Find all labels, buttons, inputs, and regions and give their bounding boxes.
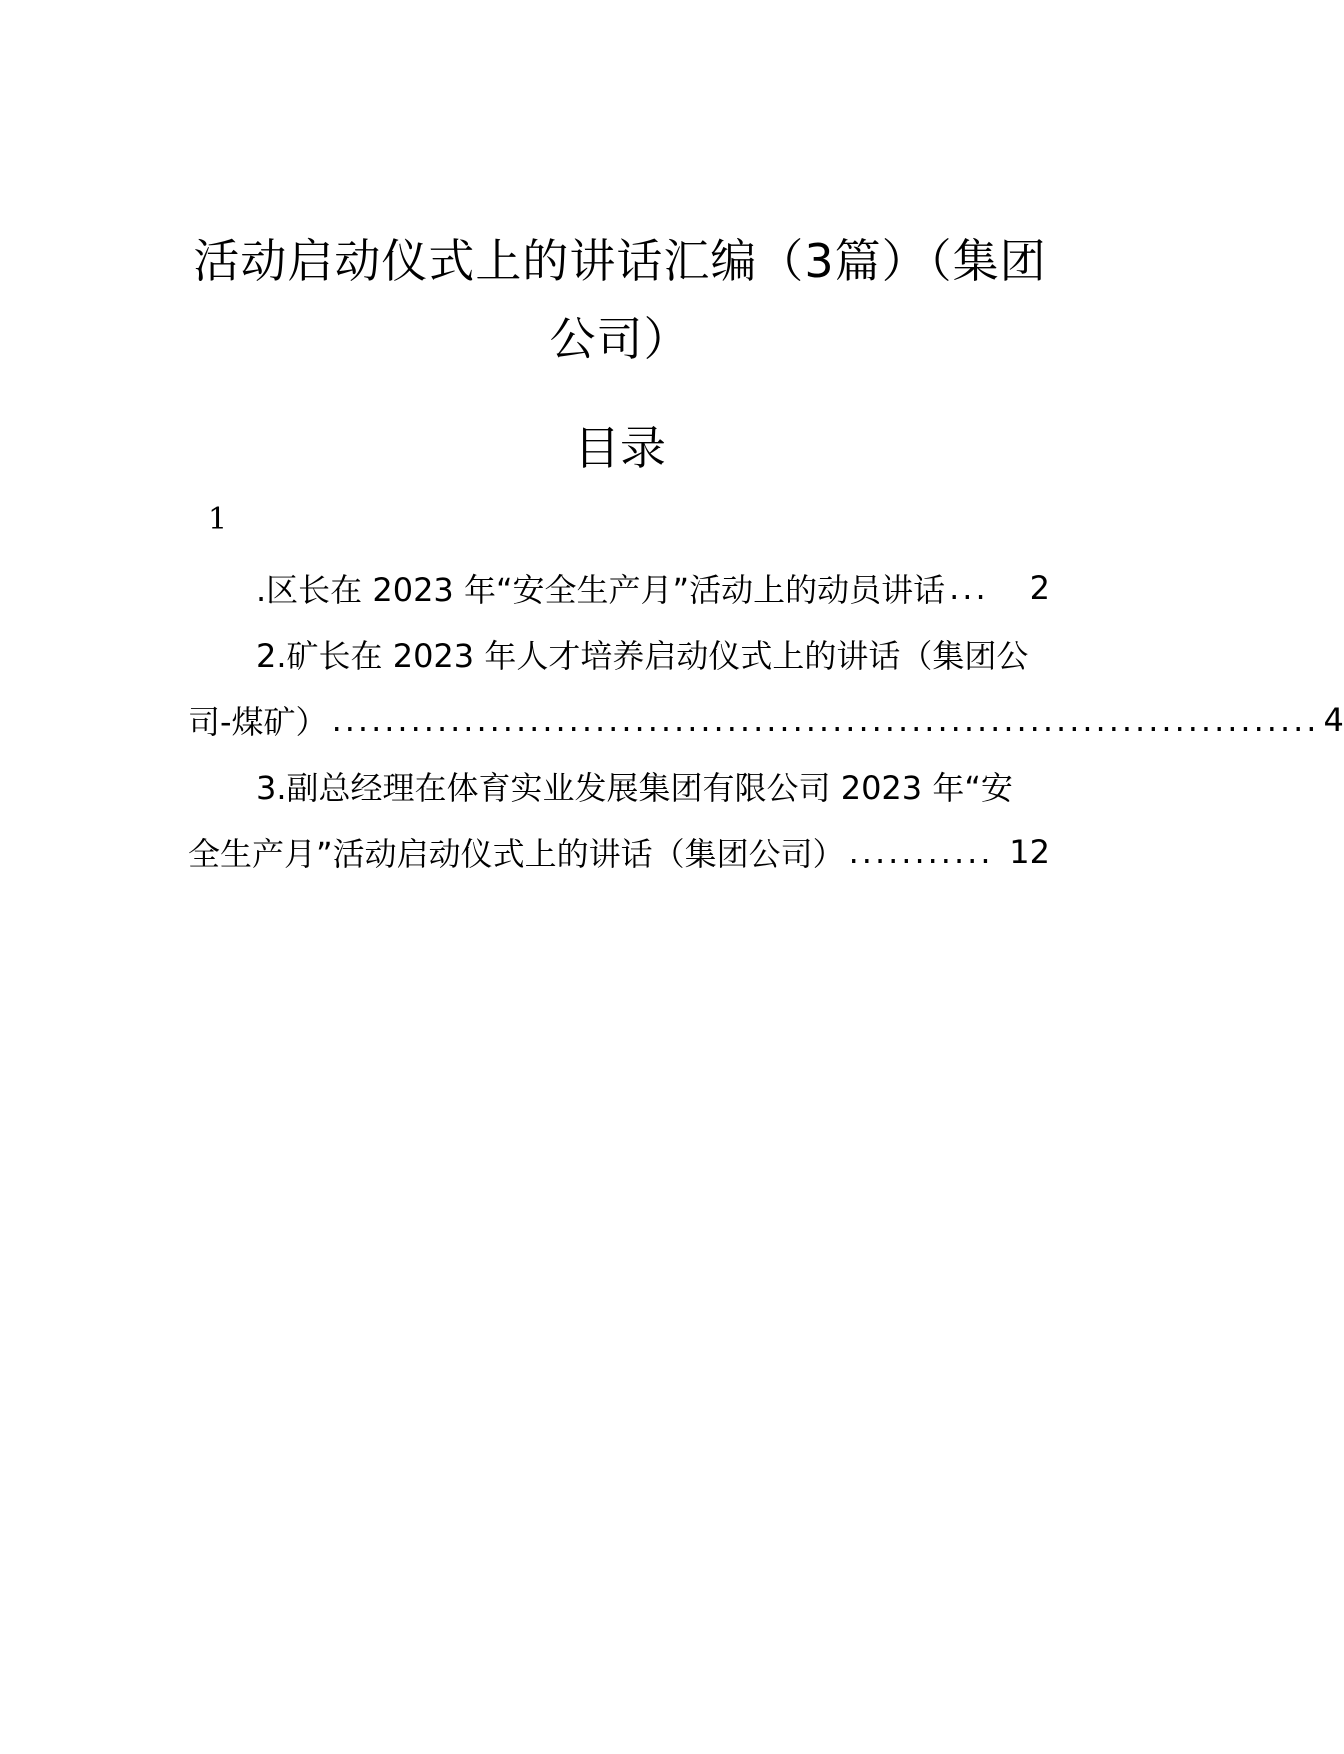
- toc-entry-title: 2.矿长在 2023 年人才培养启动仪式上的讲话（集团公: [256, 637, 1029, 675]
- toc-entry-title-continued: 全生产月”活动启动仪式上的讲话（集团公司）: [188, 835, 845, 873]
- toc-entry-title: 3.副总经理在体育实业发展集团有限公司 2023 年“安: [256, 769, 1013, 807]
- document-title-line-1: 活动启动仪式上的讲话汇编（3篇）（集团: [193, 234, 1047, 288]
- stray-number: 1: [208, 502, 228, 537]
- toc-leader-dots: ...........................................................................: [331, 701, 1320, 739]
- toc-entry-title: .区长在 2023 年“安全生产月”活动上的动员讲话: [256, 571, 946, 609]
- toc-entry-title-continued: 司-煤矿）: [188, 703, 328, 741]
- toc-leader-dots: ...........: [848, 833, 994, 871]
- document-title-line-2: 公司）: [549, 312, 691, 366]
- toc-entry-2[interactable]: [188, 621, 1344, 753]
- toc-entry-1[interactable]: [188, 555, 1050, 621]
- toc-page-number: 4: [1323, 701, 1344, 739]
- toc-entry-3[interactable]: [188, 753, 1050, 885]
- toc-page-number: 12: [1009, 833, 1050, 871]
- document-title: [160, 222, 1080, 378]
- table-of-contents: [188, 555, 1344, 885]
- toc-heading: 目录: [574, 421, 666, 475]
- toc-leader-dots: ...: [949, 569, 989, 607]
- toc-page-number: 2: [1029, 569, 1050, 607]
